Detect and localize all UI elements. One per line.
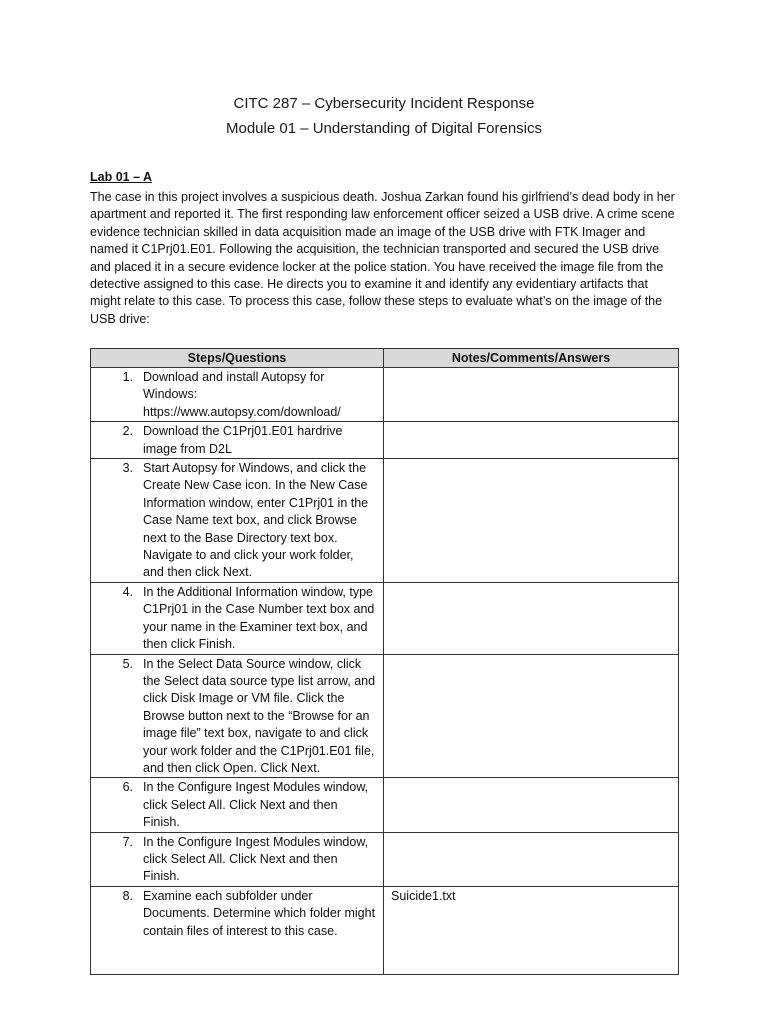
note-text <box>384 422 678 423</box>
step-number: 6. <box>122 780 133 795</box>
table-row <box>91 654 679 778</box>
note-text <box>384 368 678 369</box>
step-cell <box>91 886 384 974</box>
step-text: In the Configure Ingest Modules window, click Select All. Click Next and then Finish. <box>143 780 369 830</box>
note-text <box>384 459 678 460</box>
note-cell <box>384 832 679 886</box>
note-cell <box>384 778 679 832</box>
step-text: Download the C1Prj01.E01 hardrive image from D2L <box>143 424 343 456</box>
step-cell <box>91 422 384 459</box>
step-text: Start Autopsy for Windows, and click the Create New Case icon. In the New Case Information window, enter C1Prj01 in the Case Name text box, and click Browse next to the Base Directory text box. Navigate to and click your work folder, and then click Next. <box>143 461 369 580</box>
step-number: 8. <box>122 888 133 903</box>
step-text: Download and install Autopsy for Windows: https://www.autopsy.com/download/ <box>143 370 341 419</box>
note-text <box>384 583 678 584</box>
note-cell <box>384 886 679 974</box>
table-row <box>91 832 679 886</box>
step-number: 3. <box>122 461 133 476</box>
table-row <box>91 422 679 459</box>
step-cell <box>91 368 384 422</box>
step-cell <box>91 459 384 583</box>
course-title: CITC 287 – Cybersecurity Incident Response <box>233 95 535 112</box>
step-number: 1. <box>122 370 133 384</box>
step-cell <box>91 654 384 778</box>
step-cell <box>91 778 384 832</box>
step-number: 7. <box>122 834 133 849</box>
steps-table <box>90 348 679 975</box>
step-text: In the Additional Information window, type C1Prj01 in the Case Number text box and your name in the Examiner text box, and then click Finish. <box>143 584 375 652</box>
table-row <box>91 368 679 422</box>
table-row <box>91 886 679 974</box>
note-text: Suicide1.txt <box>391 888 456 903</box>
note-text <box>384 655 678 656</box>
table-row <box>91 459 679 583</box>
step-cell <box>91 582 384 654</box>
lab-heading: Lab 01 – A <box>90 170 153 184</box>
note-cell <box>384 654 679 778</box>
note-cell <box>384 582 679 654</box>
note-cell <box>384 368 679 422</box>
note-text <box>384 778 678 779</box>
note-cell <box>384 422 679 459</box>
step-text: Examine each subfolder under Documents. Determine which folder might contain files of interest to this case. <box>143 888 376 938</box>
step-cell <box>91 832 384 886</box>
note-text <box>384 833 678 834</box>
case-description: The case in this project involves a suspicious death. Joshua Zarkan found his girlfriend’s dead body in her apartment and reported it. The first responding law enforcement officer seized a USB drive. A crime scene evidence technician skilled in data acquisition made an image of the USB drive with FTK Imager and named it C1Prj01.E01. Following the acquisition, the technician transported and secured the USB drive and placed it in a secure evidence locker at the police station. You have received the image file from the detective assigned to this case. He directs you to examine it and identify any evidentiary artifacts that might relate to this case. To process this case, follow these steps to evaluate what’s on the image of the USB drive: <box>90 190 675 326</box>
note-cell <box>384 459 679 583</box>
header-steps: Steps/Questions <box>91 349 384 368</box>
step-text: In the Select Data Source window, click the Select data source type list arrow, and click Disk Image or VM file. Click the Browse button next to the “Browse for an image file” text box, navigate to and click your work folder and the C1Prj01.E01 file, and then click Open. Click Next. <box>143 656 376 775</box>
table-row <box>91 778 679 832</box>
table-header-row <box>91 349 679 368</box>
module-title: Module 01 – Understanding of Digital Forensics <box>225 120 542 137</box>
step-number: 2. <box>122 424 133 439</box>
header-notes: Notes/Comments/Answers <box>384 349 679 368</box>
step-number: 4. <box>122 584 133 599</box>
step-text: In the Configure Ingest Modules window, click Select All. Click Next and then Finish. <box>143 834 369 884</box>
step-number: 5. <box>122 656 133 671</box>
table-row <box>91 582 679 654</box>
